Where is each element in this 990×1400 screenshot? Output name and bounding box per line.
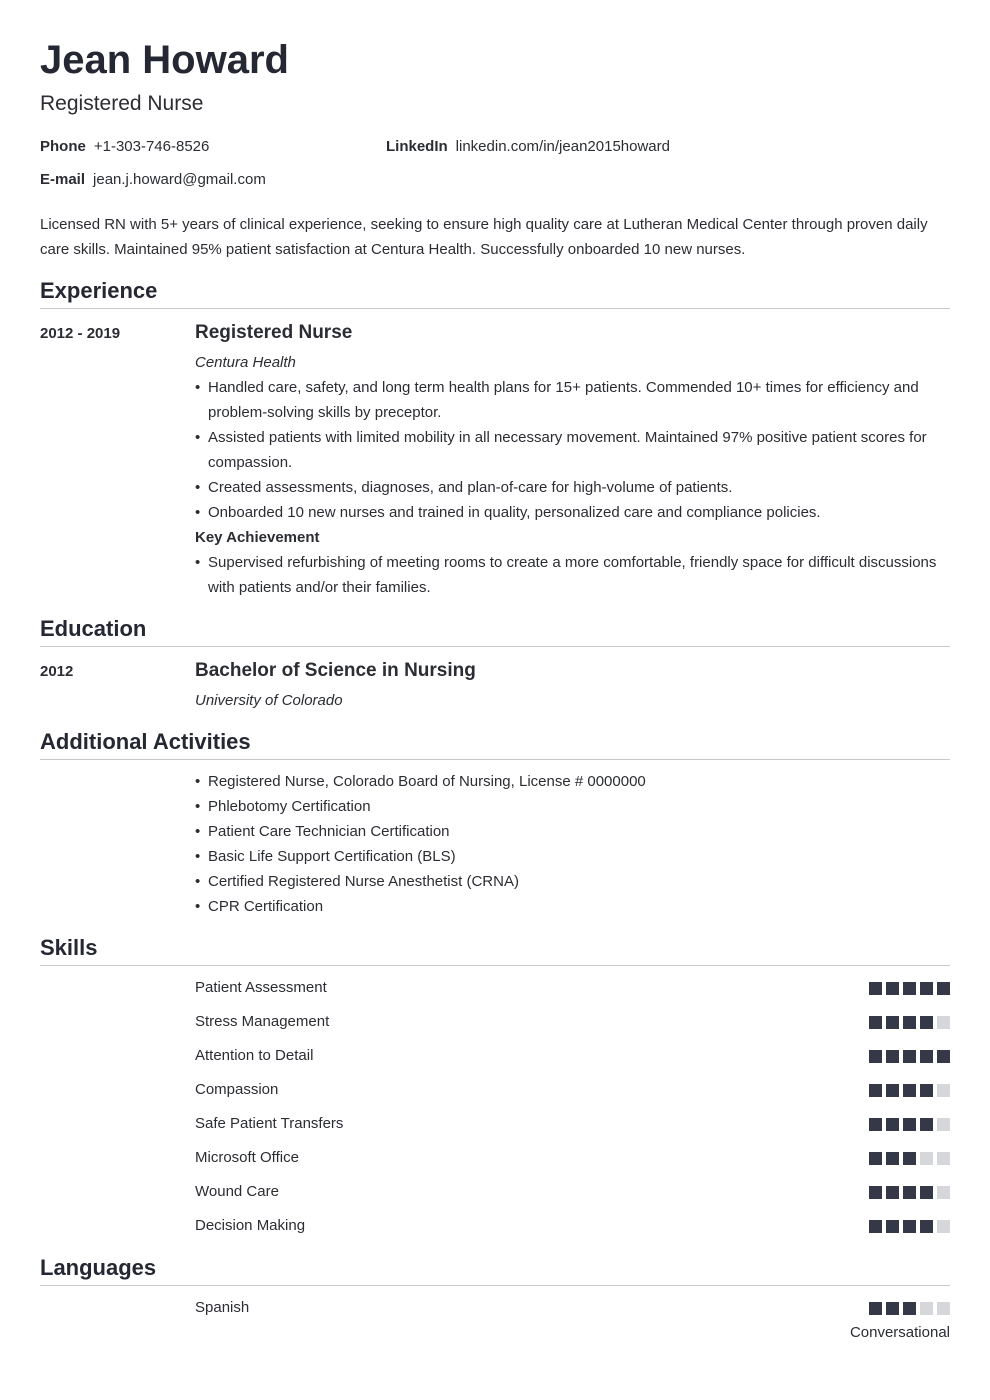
list-item: • Basic Life Support Certification (BLS) bbox=[195, 844, 950, 869]
rating-dot-empty bbox=[937, 1220, 950, 1233]
rating-dot-filled bbox=[903, 1084, 916, 1097]
rating-dot-filled bbox=[903, 1050, 916, 1063]
rating-dot-filled bbox=[920, 1118, 933, 1131]
activities-heading: Additional Activities bbox=[40, 729, 950, 760]
achievement-bullets bbox=[195, 550, 950, 600]
rating-dot-filled bbox=[869, 1050, 882, 1063]
skill-rating bbox=[869, 982, 950, 995]
rating-dot-empty bbox=[937, 1302, 950, 1315]
education-date: 2012 bbox=[40, 663, 74, 680]
language-rating bbox=[869, 1302, 950, 1315]
rating-dot-empty bbox=[937, 1118, 950, 1131]
skill-name: Safe Patient Transfers bbox=[195, 1115, 344, 1132]
phone-label: Phone bbox=[40, 138, 86, 155]
list-item: • Certified Registered Nurse Anesthetist (CRNA) bbox=[195, 869, 950, 894]
skill-rating bbox=[869, 1016, 950, 1029]
rating-dot-filled bbox=[869, 1152, 882, 1165]
skill-row bbox=[195, 1149, 950, 1183]
rating-dot-filled bbox=[903, 1302, 916, 1315]
experience-bullets bbox=[195, 375, 950, 525]
key-achievement-label: Key Achievement bbox=[195, 529, 320, 546]
email-contact bbox=[40, 171, 266, 189]
rating-dot-filled bbox=[886, 1084, 899, 1097]
skill-rating bbox=[869, 1118, 950, 1131]
skill-name: Attention to Detail bbox=[195, 1047, 314, 1064]
skill-rating bbox=[869, 1084, 950, 1097]
skill-rating bbox=[869, 1152, 950, 1165]
phone-contact bbox=[40, 138, 209, 156]
skill-name: Compassion bbox=[195, 1081, 279, 1098]
rating-dot-filled bbox=[886, 1186, 899, 1199]
rating-dot-filled bbox=[886, 1302, 899, 1315]
email-value[interactable]: jean.j.howard@gmail.com bbox=[93, 171, 266, 188]
rating-dot-filled bbox=[920, 982, 933, 995]
linkedin-value[interactable]: linkedin.com/in/jean2015howard bbox=[455, 138, 670, 155]
rating-dot-empty bbox=[937, 1084, 950, 1097]
skill-row bbox=[195, 1081, 950, 1115]
list-item: • Registered Nurse, Colorado Board of Nursing, License # 0000000 bbox=[195, 769, 950, 794]
skill-row bbox=[195, 1047, 950, 1081]
experience-company: Centura Health bbox=[195, 354, 296, 371]
rating-dot-filled bbox=[920, 1050, 933, 1063]
profile-summary: Licensed RN with 5+ years of clinical experience, seeking to ensure high quality care at Lutheran Medical Center through proven daily care skills. Maintained 95% patient satisfaction at Centura Health. Successfully onboarded 10 new nurses. bbox=[40, 216, 928, 258]
rating-dot-filled bbox=[920, 1016, 933, 1029]
rating-dot-empty bbox=[920, 1152, 933, 1165]
languages-heading: Languages bbox=[40, 1255, 950, 1286]
rating-dot-filled bbox=[920, 1186, 933, 1199]
skill-name: Patient Assessment bbox=[195, 979, 327, 996]
rating-dot-filled bbox=[903, 1186, 916, 1199]
skill-row bbox=[195, 1115, 950, 1149]
rating-dot-empty bbox=[937, 1152, 950, 1165]
rating-dot-filled bbox=[937, 1050, 950, 1063]
language-row bbox=[195, 1299, 950, 1343]
rating-dot-filled bbox=[869, 1118, 882, 1131]
rating-dot-filled bbox=[937, 982, 950, 995]
list-item: • Created assessments, diagnoses, and plan-of-care for high-volume of patients. bbox=[195, 475, 950, 500]
rating-dot-filled bbox=[903, 1152, 916, 1165]
rating-dot-empty bbox=[937, 1186, 950, 1199]
rating-dot-filled bbox=[903, 1220, 916, 1233]
skill-row bbox=[195, 1183, 950, 1217]
rating-dot-filled bbox=[886, 1016, 899, 1029]
skill-name: Decision Making bbox=[195, 1217, 306, 1234]
list-item: • Assisted patients with limited mobility in all necessary movement. Maintained 97% positive patient scores for compassion. bbox=[195, 425, 950, 475]
skill-row bbox=[195, 1013, 950, 1047]
rating-dot-filled bbox=[886, 1050, 899, 1063]
skill-name: Stress Management bbox=[195, 1013, 330, 1030]
education-school: University of Colorado bbox=[195, 692, 343, 709]
linkedin-contact bbox=[386, 138, 670, 156]
rating-dot-filled bbox=[920, 1220, 933, 1233]
skills-heading: Skills bbox=[40, 935, 950, 966]
list-item: • Handled care, safety, and long term health plans for 15+ patients. Commended 10+ times for efficiency and problem-solving skills by preceptor. bbox=[195, 375, 950, 425]
list-item: • Onboarded 10 new nurses and trained in quality, personalized care and compliance policies. bbox=[195, 500, 950, 525]
skill-rating bbox=[869, 1050, 950, 1063]
experience-role: Registered Nurse bbox=[195, 322, 353, 343]
experience-date: 2012 - 2019 bbox=[40, 325, 121, 342]
skills-list bbox=[195, 979, 950, 1251]
rating-dot-filled bbox=[886, 1118, 899, 1131]
job-title: Registered Nurse bbox=[40, 92, 204, 115]
skill-name: Microsoft Office bbox=[195, 1149, 299, 1166]
skill-rating bbox=[869, 1220, 950, 1233]
list-item: • Phlebotomy Certification bbox=[195, 794, 950, 819]
list-item: • Patient Care Technician Certification bbox=[195, 819, 950, 844]
rating-dot-filled bbox=[869, 1016, 882, 1029]
skill-rating bbox=[869, 1186, 950, 1199]
email-label: E-mail bbox=[40, 171, 86, 188]
rating-dot-filled bbox=[903, 982, 916, 995]
language-name: Spanish bbox=[195, 1299, 250, 1316]
rating-dot-filled bbox=[903, 1118, 916, 1131]
rating-dot-filled bbox=[886, 1220, 899, 1233]
rating-dot-filled bbox=[869, 982, 882, 995]
rating-dot-filled bbox=[903, 1016, 916, 1029]
languages-list bbox=[195, 1299, 950, 1343]
activities-list bbox=[195, 769, 950, 919]
list-item: • Supervised refurbishing of meeting rooms to create a more comfortable, friendly space for difficult discussions with patients and/or their families. bbox=[195, 550, 950, 600]
education-heading: Education bbox=[40, 616, 950, 647]
rating-dot-filled bbox=[869, 1186, 882, 1199]
linkedin-label: LinkedIn bbox=[386, 138, 448, 155]
rating-dot-filled bbox=[886, 1152, 899, 1165]
rating-dot-empty bbox=[937, 1016, 950, 1029]
rating-dot-empty bbox=[920, 1302, 933, 1315]
rating-dot-filled bbox=[886, 982, 899, 995]
skill-row bbox=[195, 979, 950, 1013]
skill-row bbox=[195, 1217, 950, 1251]
rating-dot-filled bbox=[920, 1084, 933, 1097]
skill-name: Wound Care bbox=[195, 1183, 279, 1200]
rating-dot-filled bbox=[869, 1220, 882, 1233]
rating-dot-filled bbox=[869, 1084, 882, 1097]
phone-value[interactable]: +1-303-746-8526 bbox=[93, 138, 210, 155]
education-degree: Bachelor of Science in Nursing bbox=[195, 660, 476, 681]
candidate-name: Jean Howard bbox=[40, 38, 289, 82]
language-level-label: Conversational bbox=[849, 1324, 950, 1341]
list-item: • CPR Certification bbox=[195, 894, 950, 919]
experience-heading: Experience bbox=[40, 278, 950, 309]
rating-dot-filled bbox=[869, 1302, 882, 1315]
